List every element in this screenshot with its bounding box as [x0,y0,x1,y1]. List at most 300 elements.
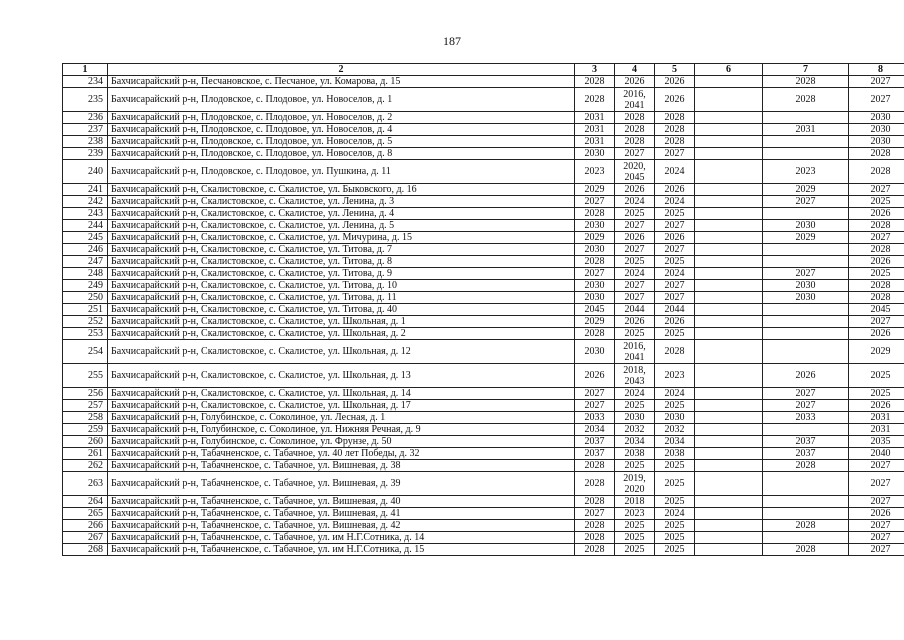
cell-col-4: 2025 [615,328,655,340]
cell-col-7 [763,208,849,220]
cell-col-5: 2025 [655,532,695,544]
cell-col-8: 2027 [849,472,904,496]
cell-col-4: 2016, 2041 [615,88,655,112]
header-col-7: 7 [763,64,849,76]
cell-col-3: 2030 [575,340,615,364]
cell-col-3: 2027 [575,268,615,280]
cell-col-3: 2034 [575,424,615,436]
table-row [63,520,904,532]
cell-col-7: 2030 [763,292,849,304]
cell-address: Бахчисарайский р-н, Табачненское, с. Табачное, ул. Вишневая, д. 42 [108,520,575,532]
table-row [63,340,904,364]
cell-col-5: 2027 [655,280,695,292]
cell-col-3: 2028 [575,88,615,112]
cell-col-7: 2033 [763,412,849,424]
cell-col-4: 2026 [615,76,655,88]
cell-col-4: 2019, 2020 [615,472,655,496]
cell-col-4: 2025 [615,520,655,532]
cell-col-3: 2031 [575,124,615,136]
cell-col-8: 2027 [849,544,904,556]
cell-address: Бахчисарайский р-н, Скалистовское, с. Скалистое, ул. Ленина, д. 4 [108,208,575,220]
cell-col-5: 2026 [655,316,695,328]
cell-col-7 [763,136,849,148]
cell-col-4: 2028 [615,136,655,148]
cell-col-7: 2026 [763,364,849,388]
cell-col-3: 2027 [575,388,615,400]
table-row [63,412,904,424]
cell-col-5: 2025 [655,472,695,496]
cell-col-7 [763,496,849,508]
cell-col-5: 2034 [655,436,695,448]
cell-col-4: 2024 [615,388,655,400]
header-col-2: 2 [108,64,575,76]
cell-col-8: 2027 [849,232,904,244]
table-body [63,76,904,556]
cell-col-5: 2027 [655,292,695,304]
cell-row-number: 239 [63,148,108,160]
cell-col-5: 2025 [655,400,695,412]
cell-col-6 [695,448,763,460]
cell-row-number: 266 [63,520,108,532]
cell-col-5: 2032 [655,424,695,436]
cell-address: Бахчисарайский р-н, Плодовское, с. Плодовое, ул. Новоселов, д. 4 [108,124,575,136]
cell-col-3: 2031 [575,112,615,124]
cell-address: Бахчисарайский р-н, Голубинское, с. Соколиное, ул. Лесная, д. 1 [108,412,575,424]
cell-col-3: 2030 [575,292,615,304]
cell-address: Бахчисарайский р-н, Голубинское, с. Соколиное, ул. Фрунзе, д. 50 [108,436,575,448]
cell-col-5: 2025 [655,544,695,556]
cell-col-7: 2028 [763,460,849,472]
cell-col-7 [763,508,849,520]
cell-row-number: 265 [63,508,108,520]
cell-address: Бахчисарайский р-н, Скалистовское, с. Скалистое, ул. Титова, д. 8 [108,256,575,268]
cell-col-6 [695,292,763,304]
table-row [63,196,904,208]
cell-col-3: 2027 [575,196,615,208]
cell-col-8: 2031 [849,424,904,436]
cell-col-8: 2025 [849,364,904,388]
table-row [63,544,904,556]
cell-col-8: 2027 [849,460,904,472]
cell-col-5: 2028 [655,124,695,136]
cell-col-8: 2026 [849,256,904,268]
cell-col-6 [695,124,763,136]
cell-row-number: 234 [63,76,108,88]
cell-col-7 [763,256,849,268]
table-row [63,244,904,256]
cell-col-7: 2027 [763,400,849,412]
cell-col-7 [763,532,849,544]
cell-col-3: 2027 [575,508,615,520]
cell-col-8: 2028 [849,148,904,160]
table-row [63,148,904,160]
cell-row-number: 245 [63,232,108,244]
cell-row-number: 264 [63,496,108,508]
cell-address: Бахчисарайский р-н, Плодовское, с. Плодовое, ул. Новоселов, д. 8 [108,148,575,160]
cell-col-3: 2026 [575,364,615,388]
cell-row-number: 253 [63,328,108,340]
cell-col-7 [763,316,849,328]
table-row [63,184,904,196]
cell-col-6 [695,136,763,148]
cell-col-6 [695,244,763,256]
table-row [63,400,904,412]
cell-col-3: 2030 [575,220,615,232]
cell-col-4: 2028 [615,124,655,136]
cell-col-5: 2027 [655,244,695,256]
cell-address: Бахчисарайский р-н, Скалистовское, с. Скалистое, ул. Титова, д. 10 [108,280,575,292]
cell-col-7: 2028 [763,544,849,556]
cell-row-number: 237 [63,124,108,136]
cell-address: Бахчисарайский р-н, Голубинское, с. Соколиное, ул. Нижняя Речная, д. 9 [108,424,575,436]
cell-row-number: 248 [63,268,108,280]
cell-col-3: 2037 [575,448,615,460]
table-header-row [63,64,904,76]
cell-col-6 [695,160,763,184]
cell-col-7 [763,424,849,436]
cell-col-3: 2029 [575,232,615,244]
cell-col-4: 2018, 2043 [615,364,655,388]
cell-col-6 [695,544,763,556]
cell-col-6 [695,496,763,508]
cell-address: Бахчисарайский р-н, Скалистовское, с. Скалистое, ул. Школьная, д. 13 [108,364,575,388]
cell-row-number: 262 [63,460,108,472]
cell-col-5: 2027 [655,220,695,232]
cell-col-6 [695,328,763,340]
cell-col-6 [695,388,763,400]
header-col-1: 1 [63,64,108,76]
cell-col-6 [695,424,763,436]
cell-col-6 [695,412,763,424]
cell-col-5: 2026 [655,76,695,88]
cell-col-4: 2027 [615,280,655,292]
cell-col-7: 2037 [763,448,849,460]
cell-col-3: 2028 [575,328,615,340]
table-row [63,220,904,232]
cell-col-8: 2027 [849,184,904,196]
cell-col-4: 2020, 2045 [615,160,655,184]
cell-col-8: 2025 [849,196,904,208]
cell-col-5: 2024 [655,160,695,184]
cell-col-6 [695,112,763,124]
cell-col-8: 2027 [849,76,904,88]
table-row [63,448,904,460]
cell-col-5: 2025 [655,208,695,220]
cell-col-3: 2037 [575,436,615,448]
cell-col-6 [695,280,763,292]
header-col-5: 5 [655,64,695,76]
cell-address: Бахчисарайский р-н, Плодовское, с. Плодовое, ул. Пушкина, д. 11 [108,160,575,184]
cell-col-3: 2028 [575,496,615,508]
cell-col-6 [695,220,763,232]
cell-col-6 [695,436,763,448]
cell-col-4: 2028 [615,112,655,124]
cell-col-7: 2028 [763,520,849,532]
cell-address: Бахчисарайский р-н, Табачненское, с. Табачное, ул. им Н.Г.Сотника, д. 15 [108,544,575,556]
data-table [62,63,904,556]
cell-col-6 [695,268,763,280]
cell-address: Бахчисарайский р-н, Скалистовское, с. Скалистое, ул. Школьная, д. 14 [108,388,575,400]
cell-col-8: 2026 [849,328,904,340]
cell-address: Бахчисарайский р-н, Скалистовское, с. Скалистое, ул. Титова, д. 7 [108,244,575,256]
table-row [63,364,904,388]
cell-col-5: 2024 [655,196,695,208]
cell-row-number: 263 [63,472,108,496]
table-row [63,460,904,472]
cell-col-4: 2026 [615,316,655,328]
cell-col-4: 2025 [615,544,655,556]
cell-col-8: 2028 [849,160,904,184]
cell-col-8: 2028 [849,220,904,232]
cell-row-number: 244 [63,220,108,232]
cell-col-7: 2029 [763,184,849,196]
table-row [63,232,904,244]
cell-col-6 [695,232,763,244]
cell-col-3: 2030 [575,244,615,256]
cell-col-4: 2025 [615,532,655,544]
cell-col-8: 2026 [849,400,904,412]
table-row [63,316,904,328]
table-row [63,304,904,316]
cell-col-6 [695,184,763,196]
cell-col-8: 2040 [849,448,904,460]
cell-row-number: 268 [63,544,108,556]
cell-col-7: 2028 [763,76,849,88]
cell-address: Бахчисарайский р-н, Скалистовское, с. Скалистое, ул. Школьная, д. 12 [108,340,575,364]
cell-col-8: 2026 [849,208,904,220]
cell-col-8: 2025 [849,388,904,400]
table-row [63,136,904,148]
cell-col-8: 2027 [849,532,904,544]
cell-col-4: 2025 [615,208,655,220]
cell-col-3: 2028 [575,208,615,220]
cell-col-5: 2025 [655,496,695,508]
cell-col-5: 2028 [655,136,695,148]
table-row [63,268,904,280]
cell-col-5: 2027 [655,148,695,160]
cell-col-7 [763,472,849,496]
cell-col-3: 2028 [575,532,615,544]
cell-address: Бахчисарайский р-н, Скалистовское, с. Скалистое, ул. Быковского, д. 16 [108,184,575,196]
cell-row-number: 235 [63,88,108,112]
cell-row-number: 249 [63,280,108,292]
cell-col-7 [763,340,849,364]
cell-col-4: 2024 [615,196,655,208]
cell-col-4: 2018 [615,496,655,508]
cell-col-6 [695,208,763,220]
cell-col-7: 2037 [763,436,849,448]
cell-row-number: 246 [63,244,108,256]
cell-col-6 [695,256,763,268]
cell-col-3: 2028 [575,544,615,556]
cell-col-8: 2027 [849,496,904,508]
cell-col-8: 2025 [849,268,904,280]
table-row [63,532,904,544]
table-row [63,388,904,400]
cell-row-number: 267 [63,532,108,544]
cell-col-7: 2031 [763,124,849,136]
cell-address: Бахчисарайский р-н, Табачненское, с. Табачное, ул. Вишневая, д. 38 [108,460,575,472]
cell-col-4: 2027 [615,244,655,256]
cell-col-5: 2028 [655,112,695,124]
cell-address: Бахчисарайский р-н, Табачненское, с. Табачное, ул. им Н.Г.Сотника, д. 14 [108,532,575,544]
cell-col-5: 2026 [655,232,695,244]
cell-row-number: 255 [63,364,108,388]
cell-col-6 [695,520,763,532]
cell-col-6 [695,508,763,520]
cell-col-4: 2016, 2041 [615,340,655,364]
cell-col-8: 2030 [849,124,904,136]
table-row [63,160,904,184]
table-row [63,112,904,124]
cell-col-8: 2027 [849,316,904,328]
cell-col-3: 2045 [575,304,615,316]
cell-col-3: 2031 [575,136,615,148]
table-row [63,88,904,112]
cell-col-6 [695,196,763,208]
cell-address: Бахчисарайский р-н, Табачненское, с. Табачное, ул. 40 лет Победы, д. 32 [108,448,575,460]
cell-col-4: 2025 [615,256,655,268]
table-row [63,496,904,508]
table-row [63,436,904,448]
cell-address: Бахчисарайский р-н, Скалистовское, с. Скалистое, ул. Титова, д. 11 [108,292,575,304]
cell-col-7 [763,112,849,124]
cell-address: Бахчисарайский р-н, Плодовское, с. Плодовое, ул. Новоселов, д. 2 [108,112,575,124]
cell-col-5: 2026 [655,184,695,196]
cell-col-5: 2024 [655,388,695,400]
cell-row-number: 256 [63,388,108,400]
cell-col-5: 2024 [655,508,695,520]
cell-col-8: 2028 [849,292,904,304]
cell-col-7 [763,304,849,316]
table-row [63,292,904,304]
cell-col-5: 2025 [655,460,695,472]
cell-col-4: 2025 [615,460,655,472]
cell-row-number: 261 [63,448,108,460]
table-row [63,208,904,220]
cell-row-number: 240 [63,160,108,184]
cell-col-5: 2028 [655,340,695,364]
table-row [63,328,904,340]
cell-col-5: 2025 [655,520,695,532]
cell-col-4: 2044 [615,304,655,316]
cell-col-4: 2030 [615,412,655,424]
cell-col-5: 2025 [655,328,695,340]
cell-row-number: 247 [63,256,108,268]
cell-col-5: 2024 [655,268,695,280]
cell-col-4: 2026 [615,184,655,196]
cell-col-7: 2027 [763,388,849,400]
cell-address: Бахчисарайский р-н, Скалистовское, с. Скалистое, ул. Титова, д. 40 [108,304,575,316]
cell-col-4: 2027 [615,220,655,232]
cell-row-number: 260 [63,436,108,448]
cell-col-5: 2038 [655,448,695,460]
cell-col-6 [695,148,763,160]
header-col-6: 6 [695,64,763,76]
cell-col-3: 2030 [575,280,615,292]
cell-col-8: 2029 [849,340,904,364]
cell-col-6 [695,460,763,472]
cell-col-7: 2028 [763,88,849,112]
cell-address: Бахчисарайский р-н, Табачненское, с. Табачное, ул. Вишневая, д. 40 [108,496,575,508]
cell-col-6 [695,304,763,316]
cell-row-number: 252 [63,316,108,328]
cell-row-number: 258 [63,412,108,424]
cell-col-4: 2032 [615,424,655,436]
cell-col-4: 2027 [615,148,655,160]
cell-col-5: 2025 [655,256,695,268]
cell-col-6 [695,472,763,496]
table-row [63,280,904,292]
cell-address: Бахчисарайский р-н, Плодовское, с. Плодовое, ул. Новоселов, д. 5 [108,136,575,148]
cell-row-number: 242 [63,196,108,208]
cell-row-number: 236 [63,112,108,124]
cell-col-6 [695,532,763,544]
header-col-4: 4 [615,64,655,76]
cell-col-8: 2027 [849,520,904,532]
cell-col-7 [763,328,849,340]
table-row [63,76,904,88]
cell-col-7 [763,244,849,256]
cell-col-3: 2029 [575,316,615,328]
table-row [63,256,904,268]
cell-col-8: 2028 [849,280,904,292]
cell-col-4: 2038 [615,448,655,460]
cell-col-8: 2027 [849,88,904,112]
cell-address: Бахчисарайский р-н, Скалистовское, с. Скалистое, ул. Школьная, д. 17 [108,400,575,412]
cell-col-7: 2030 [763,220,849,232]
cell-col-6 [695,340,763,364]
cell-col-6 [695,76,763,88]
cell-address: Бахчисарайский р-н, Скалистовское, с. Скалистое, ул. Школьная, д. 1 [108,316,575,328]
cell-col-7: 2029 [763,232,849,244]
header-col-3: 3 [575,64,615,76]
table-row [63,508,904,520]
cell-col-4: 2024 [615,268,655,280]
cell-col-4: 2027 [615,292,655,304]
cell-col-5: 2026 [655,88,695,112]
cell-col-3: 2027 [575,400,615,412]
cell-col-3: 2030 [575,148,615,160]
cell-col-3: 2028 [575,460,615,472]
cell-col-8: 2035 [849,436,904,448]
cell-col-3: 2029 [575,184,615,196]
cell-col-8: 2030 [849,136,904,148]
cell-row-number: 257 [63,400,108,412]
cell-col-8: 2030 [849,112,904,124]
cell-col-5: 2023 [655,364,695,388]
cell-col-4: 2026 [615,232,655,244]
cell-col-8: 2031 [849,412,904,424]
cell-col-4: 2023 [615,508,655,520]
page-number: 187 [443,34,461,48]
cell-col-3: 2028 [575,256,615,268]
table-row [63,124,904,136]
header-col-8: 8 [849,64,904,76]
cell-col-4: 2025 [615,400,655,412]
cell-col-6 [695,88,763,112]
cell-row-number: 241 [63,184,108,196]
cell-col-7: 2027 [763,268,849,280]
cell-col-6 [695,364,763,388]
cell-col-4: 2034 [615,436,655,448]
cell-row-number: 250 [63,292,108,304]
table-row [63,424,904,436]
cell-row-number: 259 [63,424,108,436]
cell-col-5: 2030 [655,412,695,424]
cell-address: Бахчисарайский р-н, Плодовское, с. Плодовое, ул. Новоселов, д. 1 [108,88,575,112]
cell-col-3: 2023 [575,160,615,184]
